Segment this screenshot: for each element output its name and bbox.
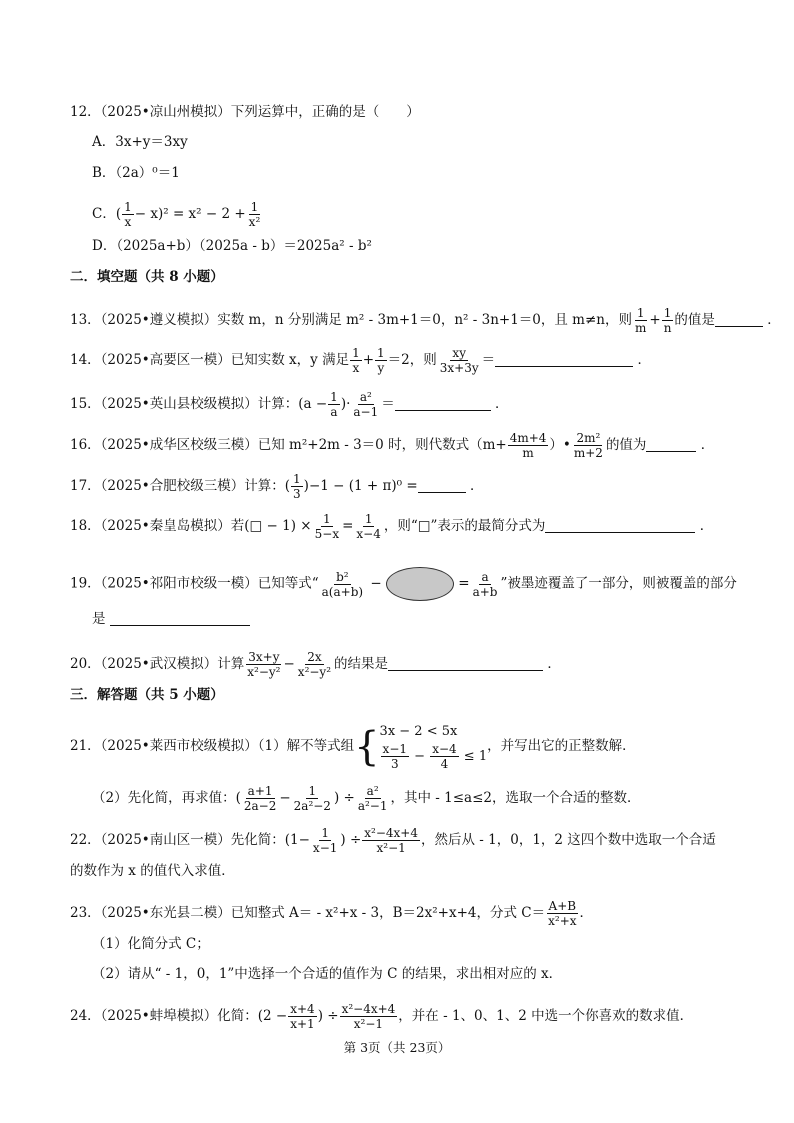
- answer-blank[interactable]: [418, 478, 466, 493]
- ink-blot: [386, 567, 454, 601]
- q13: 13．（2025•遵义模拟）实数 m，n 分别满足 m² - 3m+1＝0，n² - 3n+1＝0，且 m≠n，则 $\frac{1}{m}$ + $\frac{1}{n}$ 的值是 ．: [70, 306, 781, 335]
- answer-blank[interactable]: [110, 611, 250, 626]
- q12-stem: 12．（2025•凉山州模拟）下列运算中，正确的是（ ）: [70, 104, 420, 120]
- q12-option-b: B．（2a）⁰＝1: [92, 165, 180, 181]
- q16: 16．（2025•成华区校级三模）已知 m²+2m - 3＝0 时，则代数式（m+ $\frac{4m+4}{m}$ ）• $\frac{\text{2m²}}{m+2}$ 的值为 ．: [70, 431, 715, 460]
- q22: 22．（2025•南山区一模）先化简：(1− $\frac{1}{x-1}$ ) ÷ $\frac{\text{x²−4x+4}}{\text{x²−1}}$ ，然后从 - 1，0，1，2 这四个数中选取一个合适: [70, 826, 716, 855]
- q24: 24．（2025•蚌埠模拟）化简：(2 − $\frac{x+4}{x+1}$ ) ÷ $\frac{\text{x²−4x+4}}{\text{x²−1}}$ ，并在 - 1、0、1、2 中选一个你喜欢的数求值．: [70, 1002, 694, 1031]
- q12-option-a: A．3x+y＝3xy: [92, 134, 188, 150]
- answer-blank[interactable]: [545, 518, 695, 533]
- q12-option-c-label: C．: [92, 206, 116, 222]
- page-footer: 第 3页（共 23页）: [343, 1040, 451, 1055]
- q21: 21．（2025•莱西市校级模拟）（1）解不等式组{ 3x − 2 < 5x $\frac{x-1}{3}$ − $\frac{x-4}{4}$ ≤ 1 ，并写出它的正整数解．: [70, 723, 636, 771]
- section-title-answer: 三．解答题（共 5 小题）: [70, 687, 224, 703]
- q23-part2: （2）请从“ - 1，0，1”中选择一个合适的值作为 C 的结果，求出相对应的 x．: [92, 966, 563, 982]
- q15: 15．（2025•英山县校级模拟）计算：(a − $\frac{1}{a}$ )· $\frac{\text{a²}}{a-1}$ ＝ ．: [70, 390, 509, 419]
- q18: 18．（2025•秦皇岛模拟）若(□ − 1) × $\frac{1}{5-x}$ = $\frac{1}{x-4}$ ，则“□”表示的最简分式为 ．: [70, 512, 714, 541]
- q17: 17．（2025•合肥校级三模）计算：( $\frac{1}{3}$ )−1 − (1 + π)⁰ = ．: [70, 472, 484, 501]
- q20: 20．（2025•武汉模拟）计算 $\frac{3x+y}{\text{x²−y²}}$ − $\frac{2x}{\text{x²−y²}}$ 的结果是 ．: [70, 650, 561, 679]
- q19-line2: 是: [92, 610, 250, 628]
- fraction: $\frac{1}{x}$: [124, 200, 132, 229]
- answer-blank[interactable]: [495, 352, 633, 367]
- q23: 23．（2025•东光县二模）已知整式 A＝ - x²+x - 3，B＝2x²+x+4，分式 C＝ $\frac{A+B}{\text{x²+x}}$ ．: [70, 899, 594, 928]
- answer-blank[interactable]: [395, 396, 491, 411]
- q21-part2: （2）先化简，再求值：( $\frac{a+1}{2a-2}$ − $\frac{1}{\text{2a²−2}}$ ) ÷ $\frac{\text{a²}}{\text{a²−1}}$ ，其中 - 1≤a≤2，选取一个合适的整数．: [92, 784, 641, 813]
- answer-blank[interactable]: [646, 437, 696, 452]
- q19: 19．（2025•祁阳市校级一模）已知等式“ $\frac{\text{b²}}{a(a+b)}$ − = $\frac{a}{a+b}$ ”被墨迹覆盖了一部分，则被覆盖的部分: [70, 567, 737, 601]
- fraction: $\frac{1}{\text{x²}}$: [248, 200, 261, 229]
- answer-blank[interactable]: [388, 656, 543, 671]
- inequality-system: 3x − 2 < 5x $\frac{x-1}{3}$ − $\frac{x-4}{4}$ ≤ 1: [379, 724, 488, 771]
- q12-option-d: D．（2025a+b）（2025a - b）＝2025a² - b²: [92, 238, 372, 254]
- section-title-fill-in: 二．填空题（共 8 小题）: [70, 269, 224, 285]
- q12-option-c: C．( $\frac{1}{x}$ − x)² = x² − 2 + $\frac{1}{\text{x²}}$: [92, 200, 261, 229]
- expr: − x)² = x² − 2 +: [134, 206, 246, 222]
- q23-part1: （1）化简分式 C；: [92, 936, 210, 952]
- answer-blank[interactable]: [715, 312, 763, 327]
- q14: 14．（2025•高要区一模）已知实数 x，y 满足 $\frac{1}{x}$ + $\frac{1}{y}$ ＝2，则 $\frac{xy}{3x+3y}$ ＝ ．: [70, 346, 651, 375]
- q22-line2: 的数作为 x 的值代入求值．: [70, 863, 235, 879]
